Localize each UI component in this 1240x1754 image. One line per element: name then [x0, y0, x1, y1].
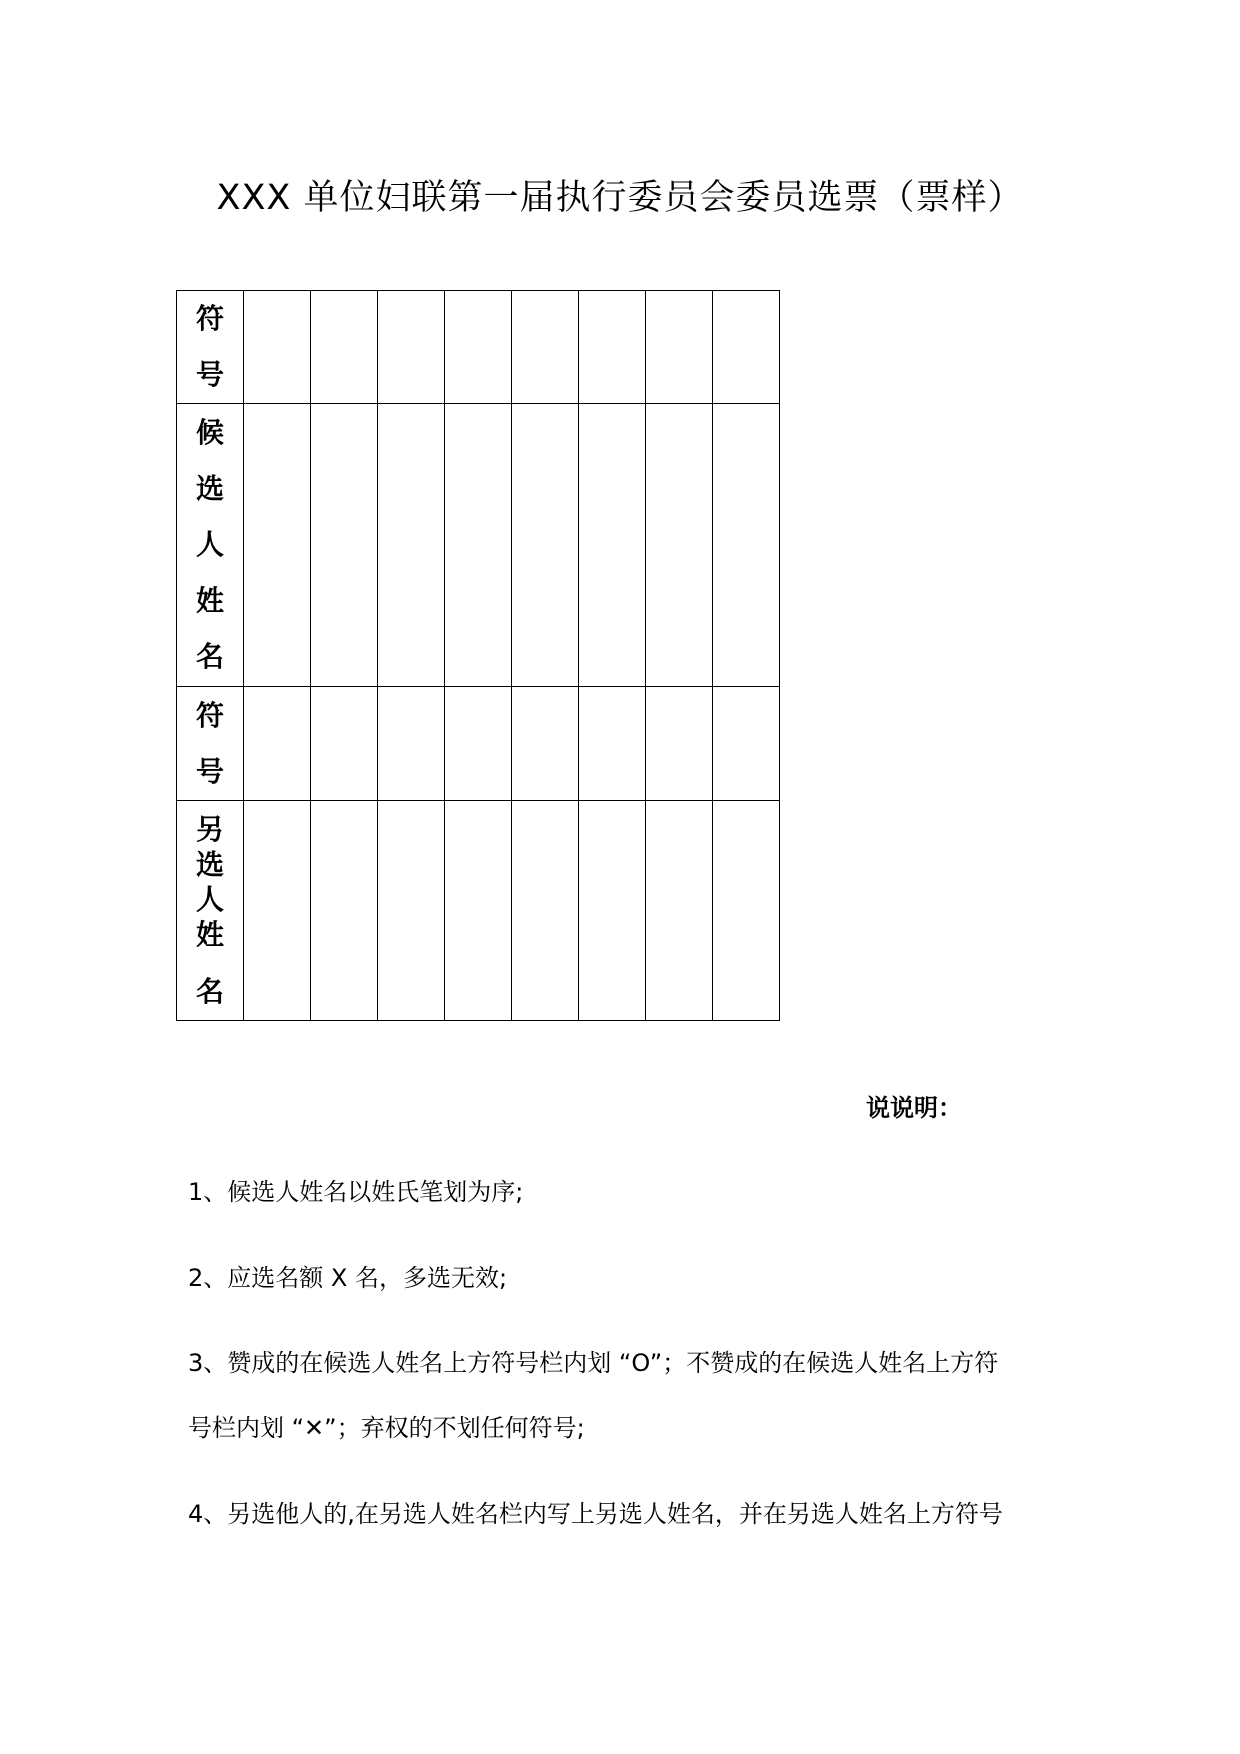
row-header-candidate-name: [177, 404, 244, 687]
symbol-cell[interactable]: [311, 687, 378, 801]
row-header-symbol: [177, 291, 244, 404]
candidate-name-cell: [646, 404, 713, 687]
write-in-name-cell[interactable]: [579, 801, 646, 1021]
row-header-write-in-name: [177, 801, 244, 1021]
header-char: 号: [195, 754, 224, 788]
header-char: 选: [195, 848, 224, 881]
header-char: 姓: [195, 918, 224, 951]
header-char: 候: [195, 416, 224, 449]
note-item: 3、赞成的在候选人姓名上方符号栏内划 “O”；不赞成的在候选人姓名上方符: [188, 1349, 999, 1377]
ballot-title: XXX 单位妇联第一届执行委员会委员选票（票样）: [216, 178, 1024, 218]
header-char: 人: [195, 528, 224, 561]
write-in-name-cell[interactable]: [311, 801, 378, 1021]
table-row: [177, 687, 780, 801]
symbol-cell[interactable]: [244, 291, 311, 404]
candidate-name-cell: [244, 404, 311, 687]
write-in-name-cell[interactable]: [713, 801, 780, 1021]
symbol-cell[interactable]: [713, 291, 780, 404]
table-row: [177, 801, 780, 1021]
write-in-name-cell[interactable]: [244, 801, 311, 1021]
write-in-name-cell[interactable]: [378, 801, 445, 1021]
symbol-cell[interactable]: [512, 687, 579, 801]
symbol-cell[interactable]: [378, 291, 445, 404]
header-char: 姓: [195, 584, 224, 617]
header-char: 人: [195, 883, 224, 916]
row-header-symbol: [177, 687, 244, 801]
ballot-table: [176, 290, 780, 1021]
symbol-cell[interactable]: [311, 291, 378, 404]
header-char: 号: [195, 358, 224, 391]
header-char: 符: [195, 698, 224, 732]
header-char: 符: [195, 302, 224, 335]
candidate-name-cell: [445, 404, 512, 687]
candidate-name-cell: [512, 404, 579, 687]
note-item: 2、应选名额 X 名，多选无效;: [188, 1264, 508, 1292]
candidate-name-cell: [713, 404, 780, 687]
symbol-cell[interactable]: [579, 687, 646, 801]
symbol-cell[interactable]: [579, 291, 646, 404]
write-in-name-cell[interactable]: [646, 801, 713, 1021]
table-row: [177, 291, 780, 404]
note-item: 1、候选人姓名以姓氏笔划为序;: [188, 1178, 524, 1206]
symbol-cell[interactable]: [512, 291, 579, 404]
notes-heading: 说说明：: [866, 1094, 962, 1122]
note-item: 4、另选他人的,在另选人姓名栏内写上另选人姓名，并在另选人姓名上方符号: [188, 1500, 1003, 1528]
symbol-cell[interactable]: [445, 291, 512, 404]
header-char: 名: [195, 640, 224, 673]
candidate-name-cell: [579, 404, 646, 687]
symbol-cell[interactable]: [713, 687, 780, 801]
candidate-name-cell: [311, 404, 378, 687]
symbol-cell[interactable]: [244, 687, 311, 801]
write-in-name-cell[interactable]: [445, 801, 512, 1021]
header-char: 选: [195, 472, 224, 505]
header-char: 另: [195, 813, 224, 846]
symbol-cell[interactable]: [646, 291, 713, 404]
symbol-cell[interactable]: [646, 687, 713, 801]
symbol-cell[interactable]: [378, 687, 445, 801]
write-in-name-cell[interactable]: [512, 801, 579, 1021]
note-item-continuation: 号栏内划 “✕”；弃权的不划任何符号;: [188, 1414, 585, 1442]
candidate-name-cell: [378, 404, 445, 687]
symbol-cell[interactable]: [445, 687, 512, 801]
header-char: 名: [195, 975, 224, 1008]
table-row: [177, 404, 780, 687]
